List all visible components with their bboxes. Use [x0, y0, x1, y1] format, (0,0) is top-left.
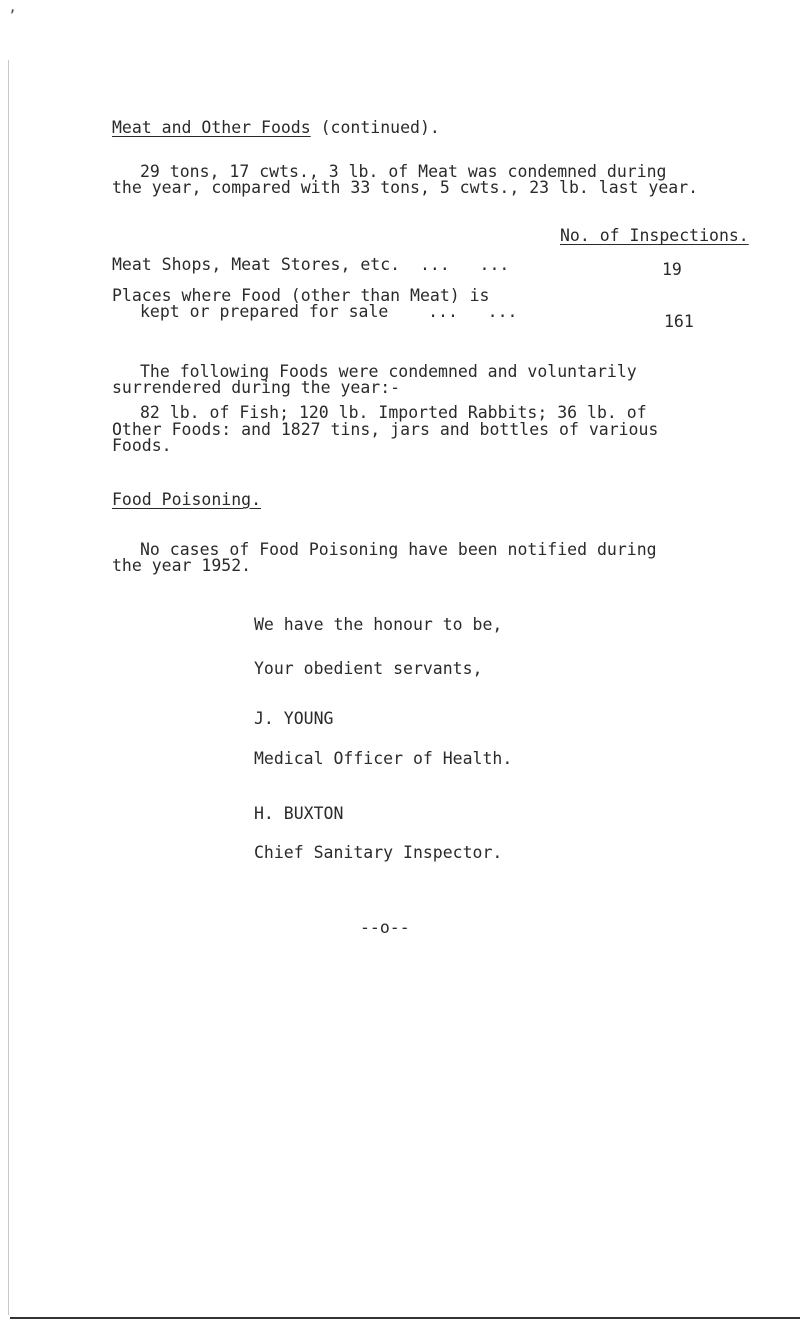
- end-mark: --o--: [360, 918, 410, 937]
- food-poisoning-line-2: the year 1952.: [112, 556, 252, 575]
- surrendered-line-2: surrendered during the year:-: [112, 378, 401, 397]
- signatory-1-title: Medical Officer of Health.: [254, 749, 513, 768]
- section-heading-rest: (continued).: [310, 118, 440, 137]
- food-poisoning-line-1: No cases of Food Poisoning have been notified during: [140, 540, 657, 559]
- meat-condemned-line-2: the year, compared with 33 tons, 5 cwts., 23 lb. last year.: [112, 178, 699, 197]
- inspections-row-2-label: Places where Food (other than Meat) is: [112, 286, 490, 305]
- closing-line-1: We have the honour to be,: [254, 615, 503, 634]
- signatory-2-name: H. BUXTON: [254, 804, 344, 823]
- section-heading-underlined: Meat and Other Foods: [112, 118, 311, 137]
- surrendered-line-5: Foods.: [112, 436, 172, 455]
- food-poisoning-heading: Food Poisoning.: [112, 490, 262, 509]
- inspections-row-2-label-cont: kept or prepared for sale ... ...: [140, 302, 518, 321]
- closing-line-2: Your obedient servants,: [254, 659, 483, 678]
- signatory-2-title: Chief Sanitary Inspector.: [254, 843, 503, 862]
- section-heading: [112, 118, 440, 137]
- surrendered-line-1: The following Foods were condemned and voluntarily: [140, 362, 637, 381]
- inspections-row-2-value: 161: [664, 312, 694, 331]
- surrendered-line-4: Other Foods: and 1827 tins, jars and bottles of various: [112, 420, 659, 439]
- inspections-header: No. of Inspections.: [560, 226, 749, 245]
- surrendered-line-3: 82 lb. of Fish; 120 lb. Imported Rabbits; 36 lb. of: [140, 403, 647, 422]
- scan-bottom-rule: [10, 1317, 800, 1319]
- scan-corner-mark: ʼ: [8, 8, 17, 24]
- signatory-1-name: J. YOUNG: [254, 709, 334, 728]
- scan-edge-line: [8, 60, 9, 1315]
- inspections-row-1-value: 19: [662, 260, 682, 279]
- meat-condemned-line-1: 29 tons, 17 cwts., 3 lb. of Meat was condemned during: [140, 162, 667, 181]
- inspections-row-1-label: Meat Shops, Meat Stores, etc. ... ...: [112, 255, 510, 274]
